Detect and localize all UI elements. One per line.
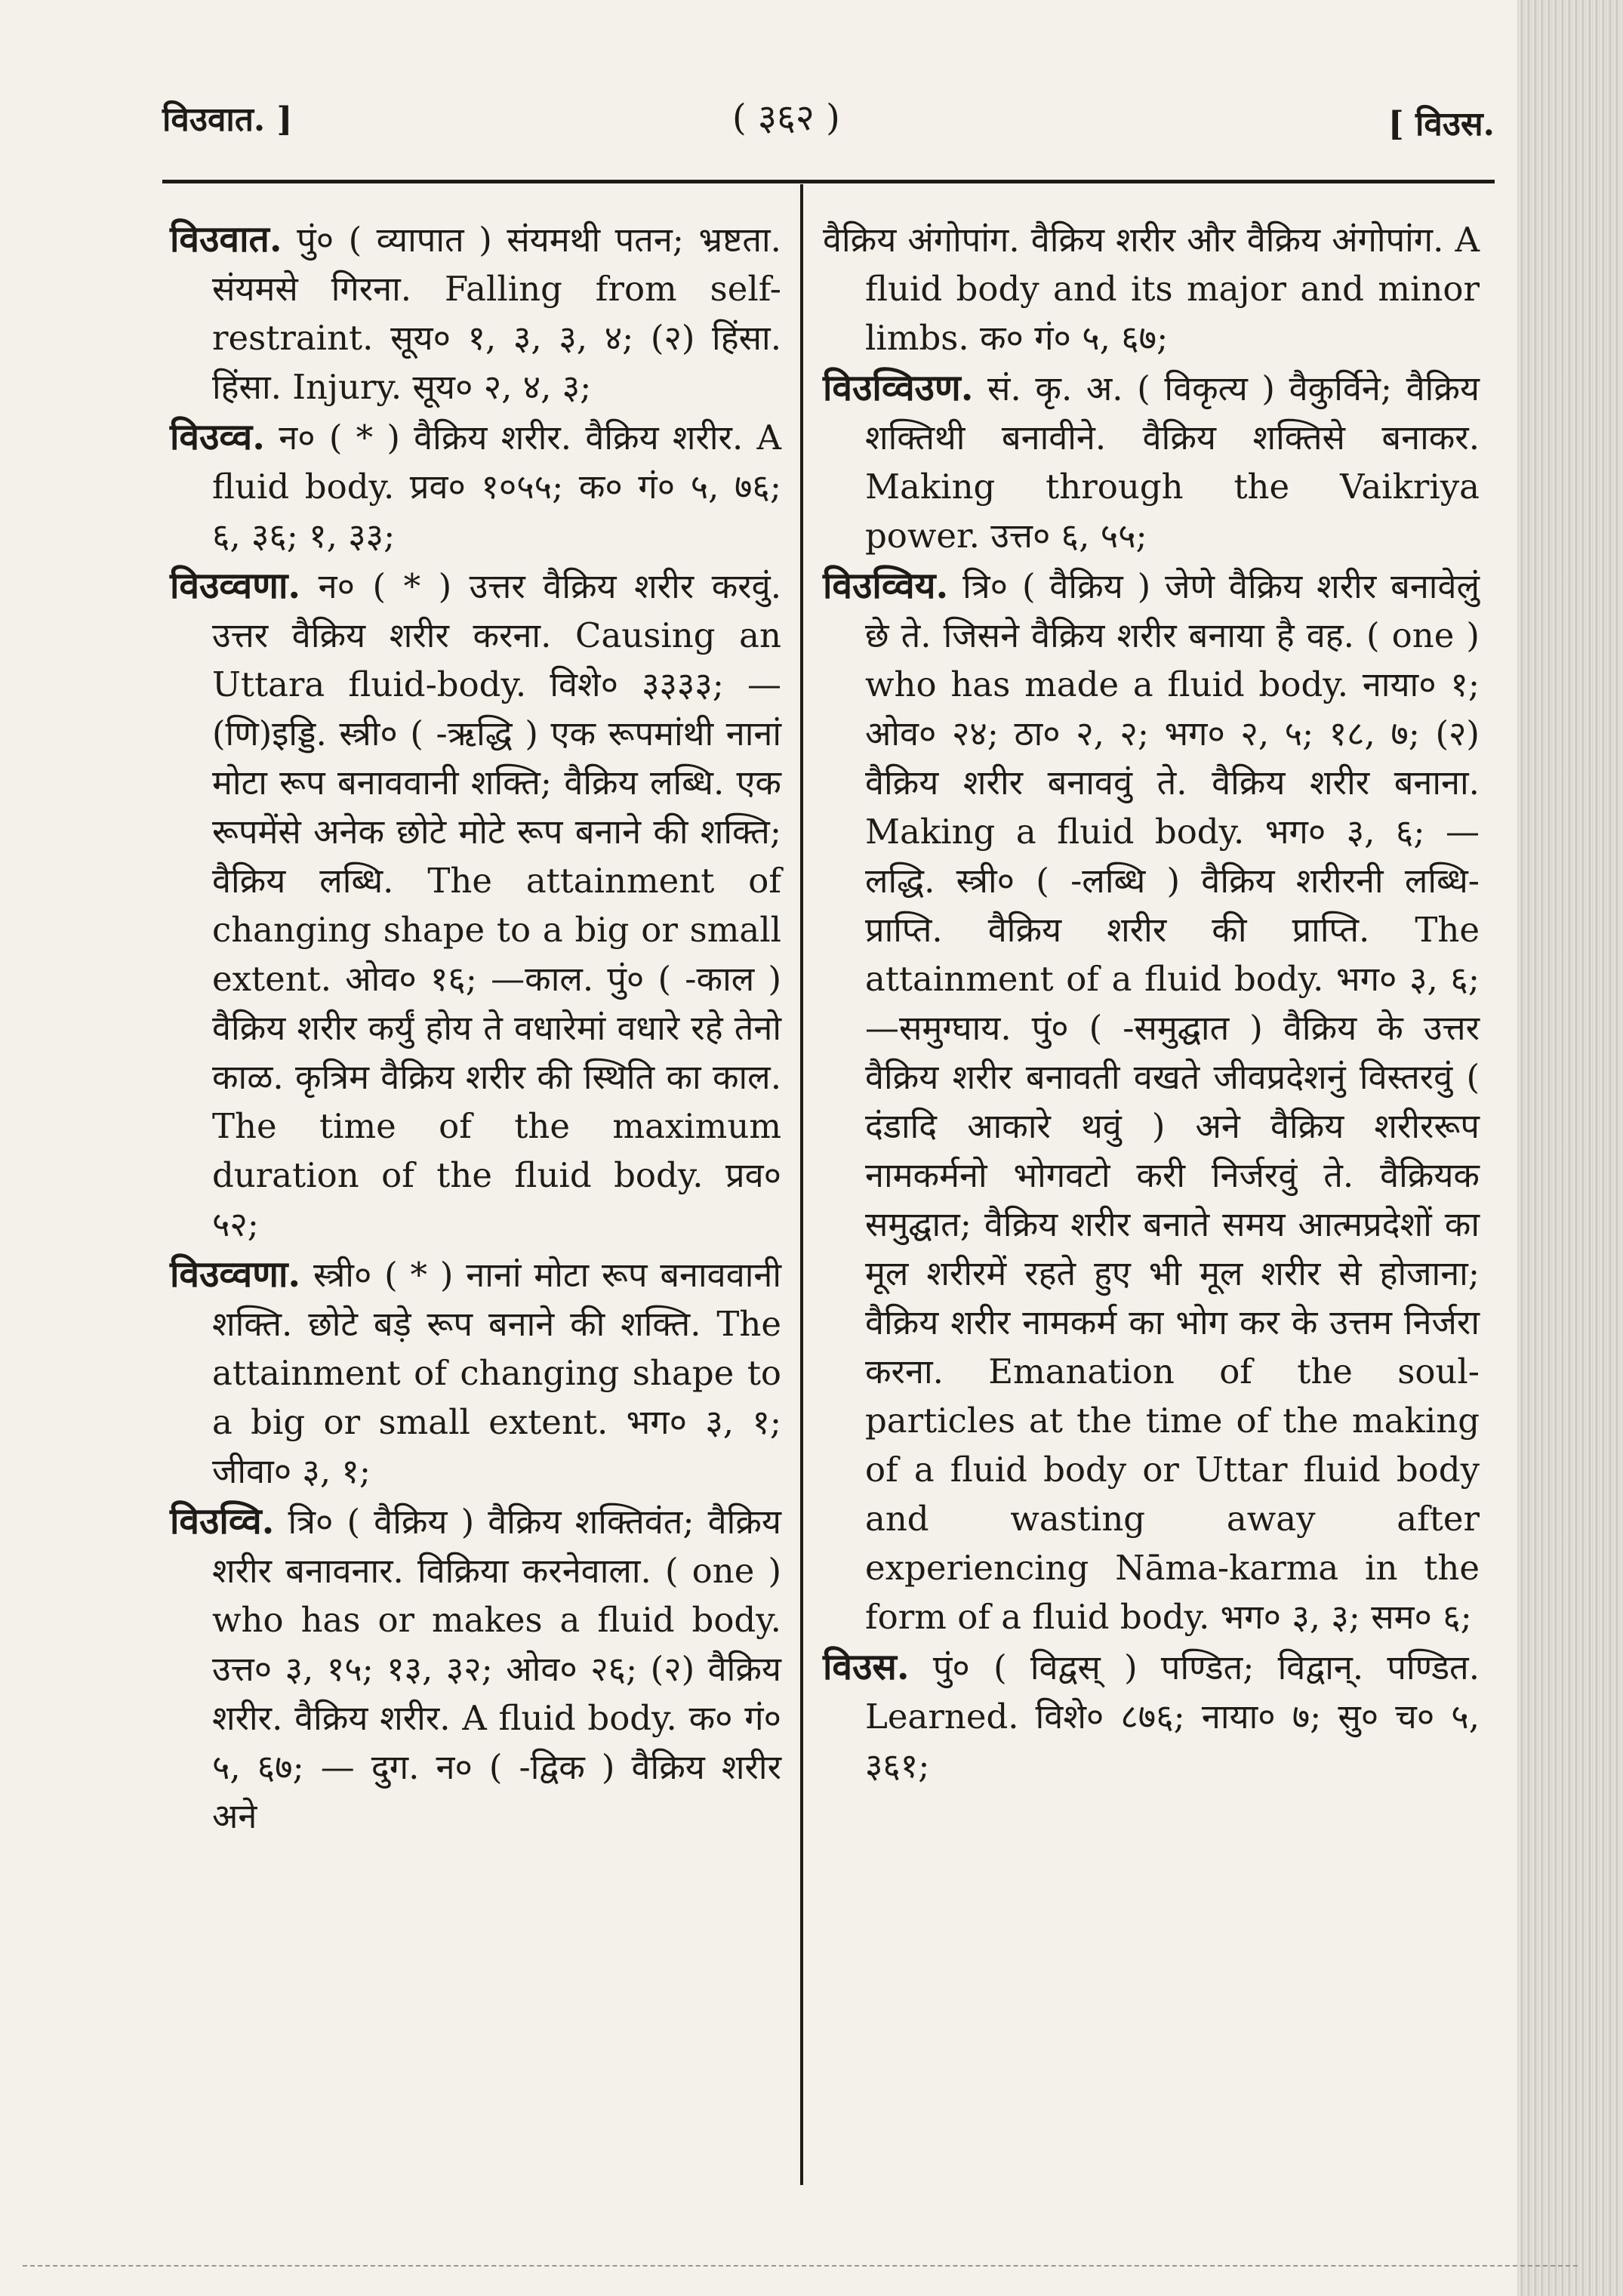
- header-right-guideword: [ विउस.: [1387, 105, 1495, 143]
- dictionary-entry: [170, 1497, 781, 1841]
- entry-headword: विउस.: [823, 1646, 910, 1688]
- left-column: [170, 215, 781, 1842]
- entry-body: स्त्री० ( * ) नानां मोटा रूप बनाववानी शक्ति. छोटे बड़े रूप बनाने की शक्ति. The attainment of changing shape to a big or small extent. भग० ३, १; जीवा० ३, १;: [212, 1255, 781, 1491]
- entry-headword: विउव्व.: [170, 416, 265, 458]
- header-left-guideword: विउवात. ]: [162, 100, 293, 139]
- entry-body: न० ( * ) उत्तर वैक्रिय शरीर करवुं. उत्तर वैक्रिय शरीर करना. Causing an Uttara fluid-body. विशे० ३३३३; — (णि)इड्डि. स्त्री० ( -ऋद्धि ) एक रूपमांथी नानां मोटा रूप बनाववानी शक्ति; वैक्रिय लब्धि. एक रूपमेंसे अनेक छोटे मोटे रूप बनाने की शक्ति; वैक्रिय लब्धि. The attainment of changing shape to a big or small extent. ओव० १६; —काल. पुं० ( -काल ) वैक्रिय शरीर कर्युं होय ते वधारेमां वधारे रहे तेनो काळ. कृत्रिम वैक्रिय शरीर की स्थिति का काल. The time of the maximum duration of the fluid body. प्रव० ५२;: [212, 566, 781, 1244]
- entry-body: न० ( * ) वैक्रिय शरीर. वैक्रिय शरीर. A fluid body. प्रव० १०५५; क० गं० ५, ७६; ६, ३६; १, ३३;: [212, 418, 782, 556]
- entry-headword: विउव्विय.: [823, 565, 949, 607]
- entry-body: पुं० ( व्यापात ) संयमथी पतन; भ्रष्टता. संयमसे गिरना. Falling from self-restraint. सूय० १, ३, ३, ४; (२) हिंसा. हिंसा. Injury. सूय० २, ४, ३;: [212, 220, 781, 407]
- page-bottom-edge: [23, 2265, 1578, 2267]
- dictionary-entry: [170, 413, 781, 560]
- page-header: [162, 89, 1495, 149]
- dictionary-entry-continuation: [823, 215, 1480, 362]
- entry-body: सं. कृ. अ. ( विकृत्य ) वैकुर्विने; वैक्रिय शक्तिथी बनावीने. वैक्रिय शक्तिसे बनाकर. Making through the Vaikriya power. उत्त० ६, ५५;: [865, 368, 1480, 556]
- dictionary-entry: [170, 1250, 781, 1496]
- entry-headword: विउव्विउण.: [823, 367, 974, 409]
- column-divider: [800, 184, 803, 2185]
- entry-body: त्रि० ( वैक्रिय ) जेणे वैक्रिय शरीर बनावेलुं छे ते. जिसने वैक्रिय शरीर बनाया है वह. ( one ) who has made a fluid body. नाया० १; ओव० २४; ठा० २, २; भग० २, ५; १८, ७; (२) वैक्रिय शरीर बनाववुं ते. वैक्रिय शरीर बनाना. Making a fluid body. भग० ३, ६; —लद्धि. स्त्री० ( -लब्धि ) वैक्रिय शरीरनी लब्धि-प्राप्ति. वैक्रिय शरीर की प्राप्ति. The attainment of a fluid body. भग० ३, ६; —समुग्घाय. पुं० ( -समुद्घात ) वैक्रिय के उत्तर वैक्रिय शरीर बनावती वखते जीवप्रदेशनुं विस्तरवुं ( दंडादि आकारे थवुं ) अने वैक्रिय शरीररूप नामकर्मनो भोगवटो करी निर्जरवुं ते. वैक्रियक समुद्घात; वैक्रिय शरीर बनाते समय आत्मप्रदेशों का मूल शरीरमें रहते हुए भी मूल शरीर से होजाना; वैक्रिय शरीर नामकर्म का भोग कर के उत्तम निर्जरा करना. Emanation of the soul-particles at the time of the making of a fluid body or Uttar fluid body and wasting away after experiencing Nāma-karma in the form of a fluid body. भग० ३, ३; सम० ६;: [865, 566, 1480, 1637]
- page-edge-shadow: [1517, 0, 1623, 2296]
- dictionary-entry: [823, 1643, 1480, 1790]
- dictionary-entry: [823, 364, 1480, 560]
- dictionary-entry: [170, 562, 781, 1249]
- dictionary-entry: [170, 215, 781, 411]
- right-column: [823, 215, 1480, 1792]
- header-rule: [162, 180, 1495, 183]
- entry-body: त्रि० ( वैक्रिय ) वैक्रिय शक्तिवंत; वैक्रिय शरीर बनावनार. विक्रिया करनेवाला. ( one ) who has or makes a fluid body. उत्त० ३, १५; १३, ३२; ओव० २६; (२) वैक्रिय शरीर. वैक्रिय शरीर. A fluid body. क० गं० ५, ६७; — दुग. न० ( -द्विक ) वैक्रिय शरीर अने: [212, 1502, 781, 1836]
- page-number: ( ३६२ ): [732, 97, 840, 139]
- entry-headword: विउव्वणा.: [170, 565, 301, 607]
- entry-headword: विउवात.: [170, 218, 282, 260]
- dictionary-entry: [823, 562, 1480, 1641]
- entry-body: वैक्रिय अंगोपांग. वैक्रिय शरीर और वैक्रिय अंगोपांग. A fluid body and its major and minor limbs. क० गं० ५, ६७;: [823, 220, 1480, 358]
- entry-body: पुं० ( विद्वस् ) पण्डित; विद्वान्. पण्डित. Learned. विशे० ८७६; नाया० ७; सु० च० ५, ३६१;: [865, 1647, 1480, 1786]
- entry-headword: विउव्वणा.: [170, 1253, 301, 1296]
- entry-headword: विउव्वि.: [170, 1500, 275, 1542]
